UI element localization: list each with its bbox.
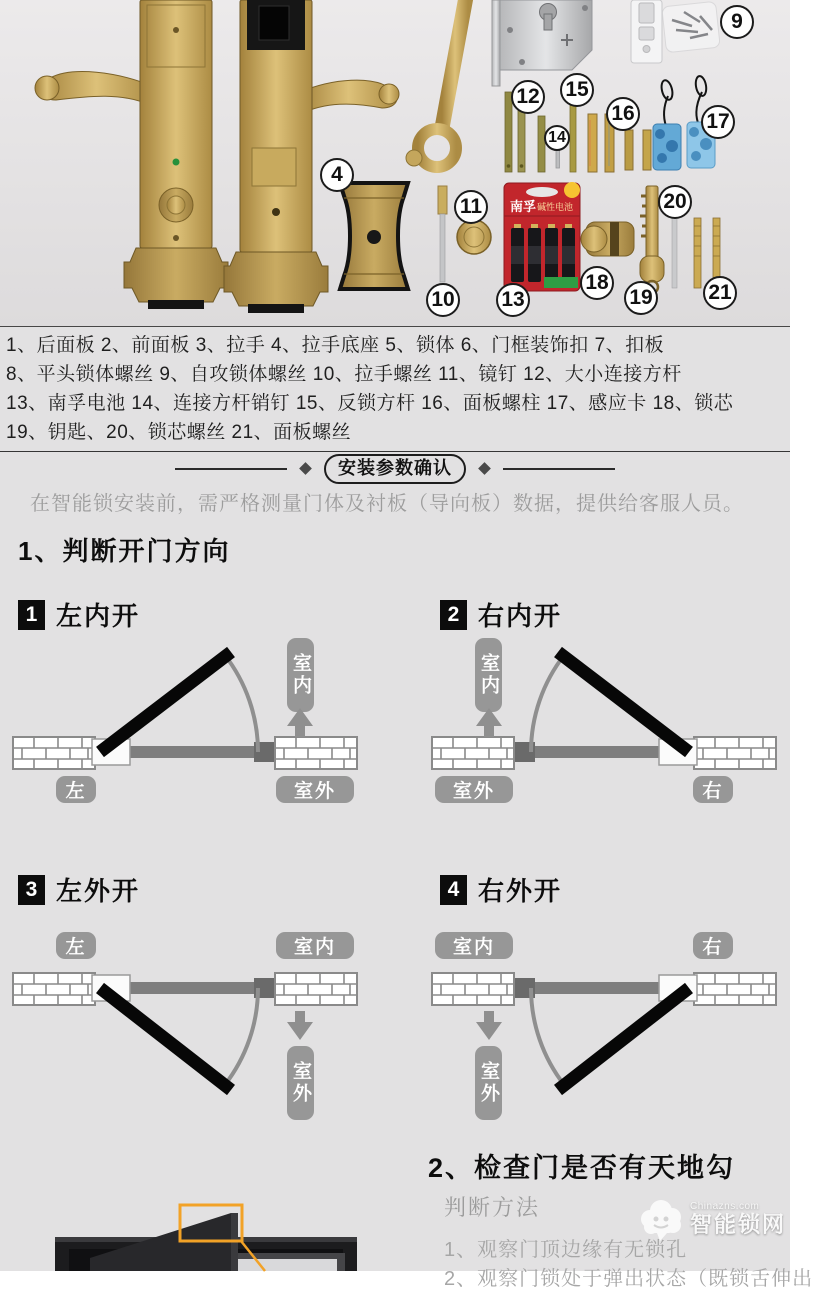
step2-item-2: 2、观察门锁处于弹出状态（既锁舌伸出 [444, 1268, 813, 1290]
product-photo [0, 0, 790, 326]
callout-4: 4 [320, 158, 354, 192]
callout-19: 19 [624, 281, 658, 315]
cloud-logo-icon [636, 1196, 686, 1242]
screw-bag [662, 1, 721, 52]
parts-list-line: 19、钥匙、20、锁芯螺丝 21、面板螺丝 [6, 422, 352, 443]
callout-17: 17 [701, 105, 735, 139]
outdoor-label: 室外 [287, 1046, 314, 1120]
side-label: 左 [56, 776, 96, 803]
callout-16: 16 [606, 97, 640, 131]
diagram1-header [18, 596, 140, 633]
watermark-site: Chinazns.com [690, 1201, 760, 1213]
diagram-right-outward [427, 928, 777, 1138]
door-frame-illustration [55, 1203, 360, 1271]
battery-type-text: 碱性电池 [537, 202, 574, 212]
diagram1-title: 左内开 [56, 601, 141, 631]
callout-21: 21 [703, 276, 737, 310]
lock-cylinder [581, 222, 634, 256]
watermark-name: 智能锁网 [690, 1211, 787, 1237]
parts-list-line: 8、平头锁体螺丝 9、自攻锁体螺丝 10、拉手螺丝 11、镜钉 12、大小连接方杆 [6, 364, 682, 385]
indoor-label: 室内 [435, 932, 513, 959]
arrow-down-icon [472, 1010, 506, 1042]
callout-11: 11 [454, 190, 488, 224]
step2-subheading: 判断方法 [444, 1195, 541, 1220]
indoor-label: 室内 [475, 638, 502, 712]
arrow-down-icon [283, 1010, 317, 1042]
step1-heading: 1、判断开门方向 [18, 536, 231, 566]
callout-13: 13 [496, 283, 530, 317]
diagram4-header [440, 871, 562, 908]
battery-brand-text: 南孚 [510, 199, 537, 214]
outdoor-label: 室外 [475, 1046, 502, 1120]
parts-list-line: 13、南孚电池 14、连接方杆销钉 15、反锁方杆 16、面板螺柱 17、感应卡 18、锁芯 [6, 393, 734, 414]
side-label: 右 [693, 776, 733, 803]
outdoor-label: 室外 [276, 776, 354, 803]
diagram3-number: 3 [18, 875, 45, 905]
outdoor-label: 室外 [435, 776, 513, 803]
diagram3-title: 左外开 [56, 876, 141, 906]
watermark [636, 1196, 786, 1242]
diagram2-header [440, 596, 562, 633]
diamond-icon [299, 462, 312, 475]
diagram2-title: 右内开 [478, 601, 563, 631]
step2-heading: 2、检查门是否有天地勾 [428, 1153, 736, 1183]
parts-list [0, 326, 790, 451]
arrow-up-icon [472, 706, 506, 738]
side-label: 右 [693, 932, 733, 959]
diagram1-number: 1 [18, 600, 45, 630]
diagram3-header [18, 871, 140, 908]
arrow-up-icon [283, 706, 317, 738]
indoor-label: 室内 [287, 638, 314, 712]
intro-text: 在智能锁安装前，需严格测量门体及衬板（导向板）数据，提供给客服人员。 [30, 493, 744, 515]
callout-12: 12 [511, 80, 545, 114]
callout-18: 18 [580, 266, 614, 300]
parts-list-line: 1、后面板 2、前面板 3、拉手 4、拉手底座 5、锁体 6、门框装饰扣 7、扣板 [6, 335, 665, 356]
divider-line [503, 468, 615, 470]
indoor-label: 室内 [276, 932, 354, 959]
battery-pack [504, 182, 580, 291]
step2-item-1: 1、观察门顶边缘有无锁孔 [444, 1239, 688, 1261]
handle-base [340, 183, 408, 289]
callout-14: 14 [544, 125, 570, 151]
section-header [0, 451, 790, 485]
diagram2-number: 2 [440, 600, 467, 630]
lock-parts-illustration [0, 0, 790, 326]
strike-plate [631, 0, 662, 63]
diagram-left-inward [12, 636, 362, 811]
callout-10: 10 [426, 283, 460, 317]
mirror-nail [457, 220, 491, 254]
side-label: 左 [56, 932, 96, 959]
diagram4-number: 4 [440, 875, 467, 905]
divider-line [175, 468, 287, 470]
callout-15: 15 [560, 73, 594, 107]
diamond-icon [478, 462, 491, 475]
diagram-left-outward [12, 928, 362, 1138]
callout-9: 9 [720, 5, 754, 39]
section-header-title: 安装参数确认 [324, 454, 466, 484]
callout-20: 20 [658, 185, 692, 219]
diagram-right-inward [427, 636, 777, 811]
diagram4-title: 右外开 [478, 876, 563, 906]
